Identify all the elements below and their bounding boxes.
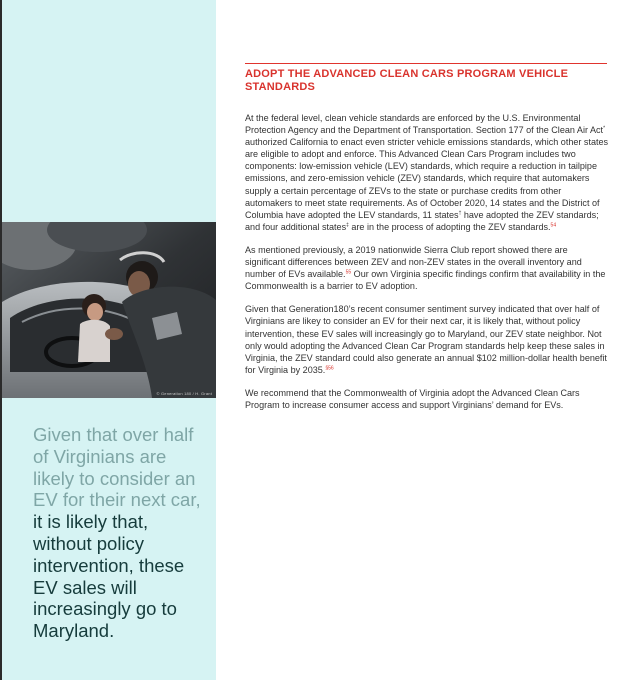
text-run: are in the process of adopting the ZEV standards.: [348, 221, 551, 232]
paragraph-1: [245, 112, 610, 233]
text-run: At the federal level, clean vehicle standards are enforced by the U.S. Environmental Protection Agency and the Department of Transportation. Section 177 of the Clean Air Act: [245, 113, 604, 136]
pull-quote-lead: Given that over half of Virginians are likely to consider an EV for their next car,: [33, 424, 201, 511]
footnote-marker: *: [603, 125, 606, 132]
pull-quote: [33, 424, 208, 642]
photo-credit: © Generation 180 / H. Grant: [156, 391, 212, 396]
endnote-ref: 55: [345, 269, 352, 276]
paragraph-4: [245, 387, 610, 411]
endnote-ref: §56: [325, 365, 334, 372]
photo-ev-charging: [2, 222, 216, 398]
text-run: authorized California to enact even stricter vehicle emissions standards, which other states are eligible to adopt and enforce. This Advanced Clean Cars Program includes two components: low-emission vehicle (LEV) standards, which require a reduction in tailpipe emissions, and zero-emission vehicle (ZEV) standards, which require that automakers supply a certain percentage of ZEVs to the state or purchase credits from other automakers to meet state requirements. As of October 2020, 14 states and the District of Columbia have adopted the LEV standards, 11 states: [245, 137, 609, 220]
section-divider: [245, 63, 607, 64]
text-run: We recommend that the Commonwealth of Virginia adopt the Advanced Clean Cars Program to increase consumer access and support Virginians’ demand for EVs.: [245, 387, 580, 410]
pull-quote-emphasis: it is likely that, without policy intervention, these EV sales will increasingly go to Maryland.: [33, 511, 185, 642]
paragraph-3: [245, 303, 610, 376]
photo-illustration: [2, 222, 216, 398]
footnote-marker: †: [458, 210, 462, 217]
footnote-marker: ‡: [346, 222, 349, 229]
section-body: [245, 112, 610, 422]
section-heading: ADOPT THE ADVANCED CLEAN CARS PROGRAM VEHICLE STANDARDS: [245, 68, 569, 93]
paragraph-2: [245, 244, 610, 292]
text-run: Our own Virginia specific findings confirm that availability in the Commonwealth is a barrier to EV adoption.: [245, 269, 606, 292]
text-run: Given that Generation180’s recent consumer sentiment survey indicated that over half of Virginians are likey to consider an EV for their next car, it is likely that, without policy intervention, these EV sales will increasingly go to Maryland, our ZEV state neighbor. Not only would adopting the Advanced Clean Car Program standards help keep these sales in Virginia, the ZEV standard could also generate an annual $102 million-dollar health benefit for Virginia by 2035.: [245, 304, 607, 375]
text-run: As mentioned previously, a 2019 nationwide Sierra Club report showed there are significant differences between ZEV and non-ZEV states in the overall inventory and number of EVs available.: [245, 244, 582, 280]
text-run: have adopted the ZEV standards; and four additional states: [245, 209, 599, 232]
endnote-ref: 54: [550, 222, 557, 229]
